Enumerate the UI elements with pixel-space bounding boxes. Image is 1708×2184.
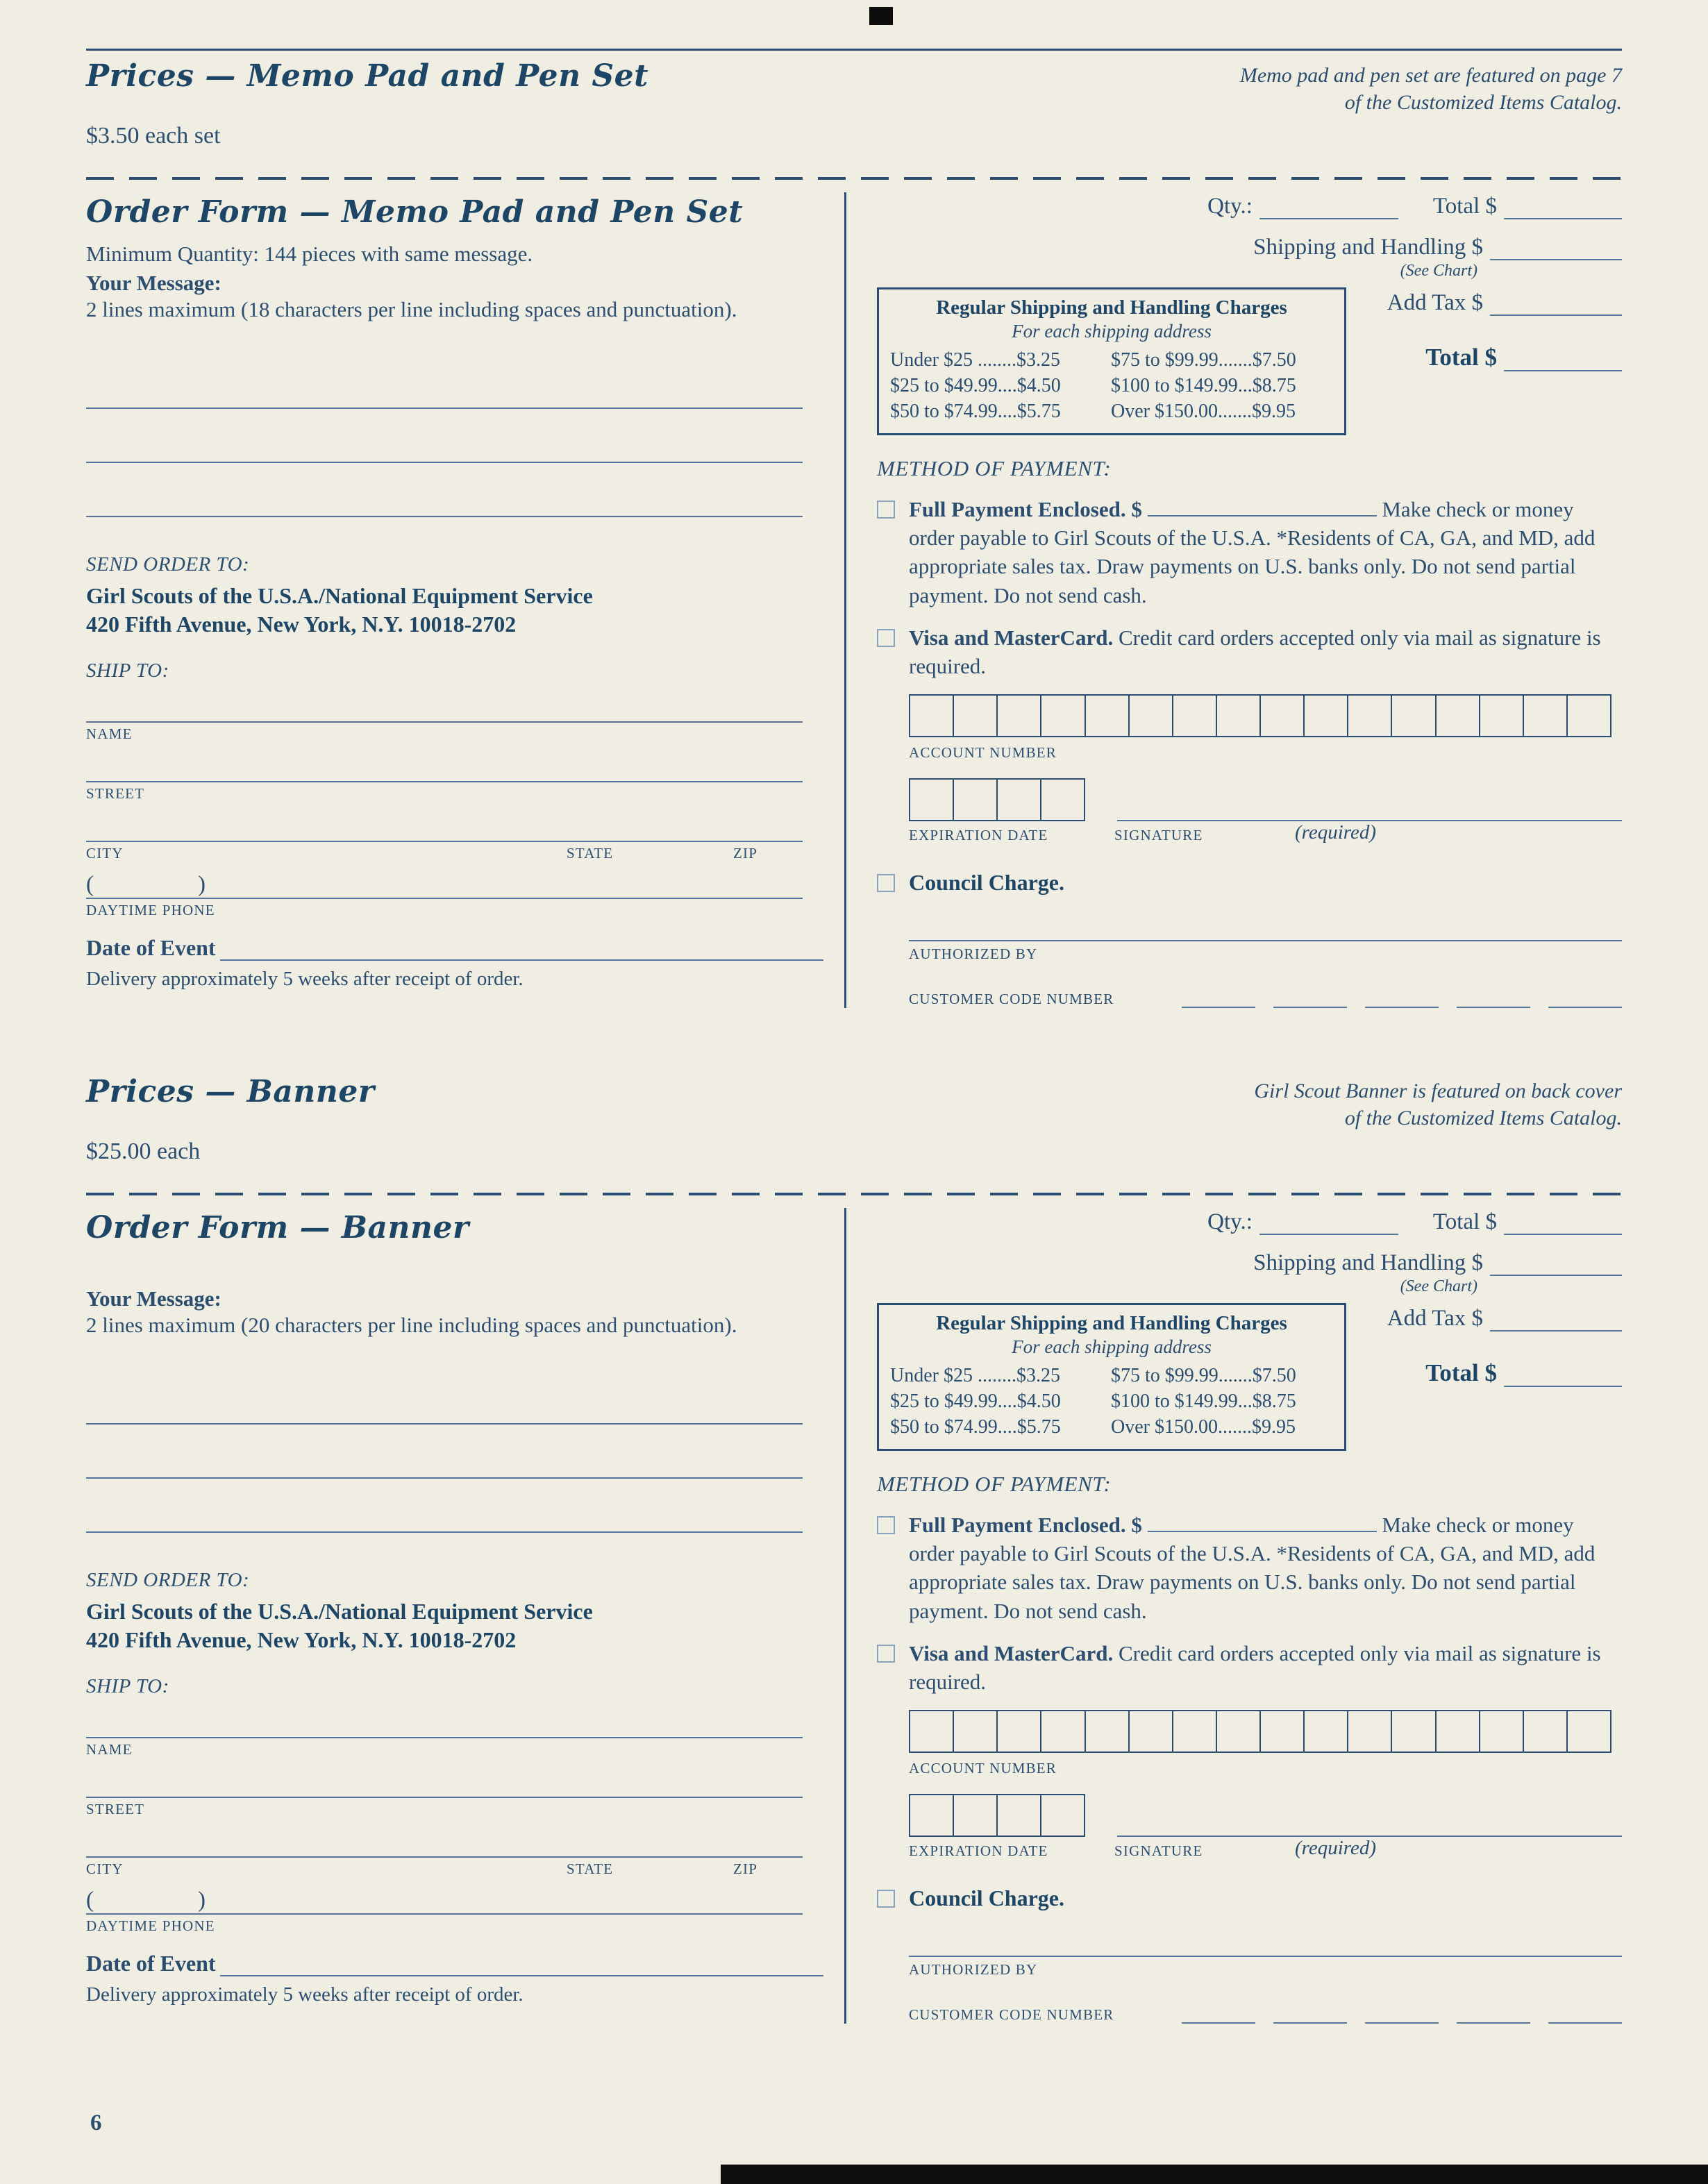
qty-input[interactable] [1259,1214,1398,1235]
featured-note-line1: Memo pad and pen set are featured on page 7 [1239,64,1622,87]
see-chart-note: (See Chart) [1400,1277,1477,1296]
customer-code-input[interactable] [1457,2017,1530,2024]
account-digit-cell[interactable] [1523,1711,1566,1752]
street-input[interactable] [86,742,803,782]
customer-code-input[interactable] [1182,1001,1255,1008]
council-charge-checkbox[interactable] [877,874,895,892]
qty-input[interactable] [1259,199,1398,219]
message-line-2[interactable] [86,409,803,463]
customer-code-input[interactable] [1365,1001,1439,1008]
customer-code-number-label: CUSTOMER CODE NUMBER [909,991,1114,1008]
phone-paren-open: ( [86,1887,94,1913]
city-label: CITY [86,1860,124,1877]
account-digit-cell[interactable] [1523,696,1566,736]
signature-label: SIGNATURE [1114,827,1203,844]
shipping-chart [877,287,1346,435]
total-label: Total $ [1432,194,1497,219]
full-payment-amount-input[interactable] [1148,498,1377,516]
account-digit-cell[interactable] [1566,1711,1610,1752]
customer-code-input[interactable] [1273,2017,1347,2024]
account-digit-cell[interactable] [1085,1711,1128,1752]
account-digit-cell[interactable] [1259,696,1303,736]
shipping-chart-row: $25 to $49.99....$4.50 $100 to $149.99...$8.75 [890,1391,1296,1413]
account-number-label: ACCOUNT NUMBER [909,1760,1057,1777]
expiration-digit-cell[interactable] [953,1795,996,1836]
name-label: NAME [86,1740,133,1758]
street-label: STREET [86,784,145,802]
recipient-line1: Girl Scouts of the U.S.A./National Equipment Service [86,1598,593,1624]
council-charge-checkbox[interactable] [877,1890,895,1908]
order-form-title: Order Form — Memo Pad and Pen Set [86,194,744,230]
top-rule [86,49,1622,51]
message-line-1[interactable] [86,1370,803,1425]
featured-note [1254,1075,1622,1132]
account-digit-cell[interactable] [996,696,1040,736]
ship-to-label: SHIP TO: [86,1674,169,1697]
date-of-event-input[interactable] [220,952,823,961]
shipping-chart-row: Under $25 ........$3.25 $75 to $99.99.......$7.50 [890,349,1296,371]
shipping-handling-label: Shipping and Handling $ [1253,1250,1483,1276]
shipping-chart-row: $50 to $74.99....$5.75 Over $150.00.......$9.95 [890,1416,1296,1438]
account-digit-cell[interactable] [1435,696,1479,736]
date-of-event-label: Date of Event [86,1950,216,1976]
daytime-phone-input[interactable] [86,1877,803,1915]
account-digit-cell[interactable] [1128,696,1172,736]
daytime-phone-input[interactable] [86,862,803,899]
visa-mastercard-checkbox[interactable] [877,1645,895,1663]
memo-pad-section [86,49,1622,1008]
account-digit-cell[interactable] [996,1711,1040,1752]
method-of-payment-label: METHOD OF PAYMENT: [877,455,1112,480]
featured-note [1240,59,1622,116]
message-line-1[interactable] [86,355,803,409]
qty-label: Qty.: [1207,1209,1253,1235]
city-state-zip-input[interactable] [86,1817,803,1858]
account-digit-cell[interactable] [1391,696,1434,736]
daytime-phone-label: DAYTIME PHONE [86,901,215,918]
account-digit-cell[interactable] [1172,1711,1216,1752]
message-instructions: 2 lines maximum (20 characters per line including spaces and punctuation). [86,1312,737,1337]
authorized-by-input[interactable] [909,916,1622,941]
customer-code-input[interactable] [1365,2017,1439,2024]
shipping-handling-label: Shipping and Handling $ [1253,235,1483,260]
price: $25.00 each [86,1139,201,1165]
grand-total-label: Total $ [1425,1359,1497,1387]
city-label: CITY [86,844,124,862]
date-of-event-label: Date of Event [86,934,216,960]
date-of-event-input[interactable] [220,1968,823,1976]
full-payment-text: Full Payment Enclosed. $ Make check or money order payable to Girl Scouts of the U.S.A. *Residents of CA, GA, and MD, add appropriate sales tax. Draw payments on U.S. banks only. Do not send partial payment. Do not send cash. [909,496,1596,607]
ship-to-label: SHIP TO: [86,659,169,682]
prices-title: Prices — Banner [86,1074,375,1110]
recipient-line2: 420 Fifth Avenue, New York, N.Y. 10018-2702 [86,611,517,637]
authorized-by-label: AUTHORIZED BY [909,946,1038,963]
recipient-line2: 420 Fifth Avenue, New York, N.Y. 10018-2702 [86,1627,517,1652]
recipient-address [86,1597,823,1654]
full-payment-checkbox[interactable] [877,1516,895,1534]
account-digit-cell[interactable] [1172,696,1216,736]
your-message-label: Your Message: [86,1286,221,1311]
delivery-note: Delivery approximately 5 weeks after receipt of order. [86,967,524,990]
add-tax-label: Add Tax $ [1387,1306,1483,1332]
shipping-chart-subtitle: For each shipping address [1012,1336,1212,1358]
customer-code-input[interactable] [1548,1001,1622,1008]
recipient-address [86,582,823,639]
daytime-phone-label: DAYTIME PHONE [86,1917,215,1934]
add-tax-label: Add Tax $ [1387,290,1483,315]
shipping-handling-input[interactable] [1490,1255,1622,1276]
street-input[interactable] [86,1758,803,1798]
shipping-chart-row: Under $25 ........$3.25 $75 to $99.99.......$7.50 [890,1365,1296,1387]
delivery-note: Delivery approximately 5 weeks after receipt of order. [86,1983,524,2006]
expiration-digit-cell[interactable] [1040,1795,1084,1836]
account-digit-cell[interactable] [1303,1711,1347,1752]
minimum-quantity-note [86,1257,823,1286]
account-digit-cell[interactable] [1347,696,1391,736]
total-label: Total $ [1432,1209,1497,1235]
account-digit-cell[interactable] [1216,696,1259,736]
add-tax-input[interactable] [1490,295,1622,316]
shipping-chart [877,1303,1346,1451]
required-note: (required) [1295,1837,1377,1860]
shipping-handling-input[interactable] [1490,240,1622,260]
message-line-2[interactable] [86,1425,803,1479]
name-input[interactable] [86,1698,803,1738]
price: $3.50 each set [86,123,221,149]
account-digit-cell[interactable] [1347,1711,1391,1752]
add-tax-input[interactable] [1490,1311,1622,1332]
page-number: 6 [90,2110,102,2135]
account-digit-cell[interactable] [1216,1711,1259,1752]
account-digit-cell[interactable] [1303,696,1347,736]
expiration-date-grid[interactable] [909,1794,1085,1837]
name-label: NAME [86,725,133,742]
shipping-chart-subtitle: For each shipping address [1012,321,1212,342]
message-line-3[interactable] [86,463,803,517]
total-input[interactable] [1504,1214,1622,1235]
state-label: STATE [567,844,614,862]
required-note: (required) [1295,821,1377,844]
scan-artifact-top [869,7,893,25]
account-digit-cell[interactable] [910,1711,953,1752]
customer-code-input[interactable] [1548,2017,1622,2024]
expiration-digit-cell[interactable] [996,1795,1040,1836]
featured-note-line1: Girl Scout Banner is featured on back cover [1254,1080,1622,1103]
message-line-3[interactable] [86,1479,803,1533]
signature-label: SIGNATURE [1114,1842,1203,1860]
message-instructions: 2 lines maximum (18 characters per line including spaces and punctuation). [86,296,737,321]
account-digit-cell[interactable] [1391,1711,1434,1752]
visa-mastercard-checkbox[interactable] [877,629,895,647]
full-payment-text: Full Payment Enclosed. $ Make check or money order payable to Girl Scouts of the U.S.A. *Residents of CA, GA, and MD, add appropriate sales tax. Draw payments on U.S. banks only. Do not send partial payment. Do not send cash. [909,1513,1596,1623]
prices-title: Prices — Memo Pad and Pen Set [86,58,648,94]
account-digit-cell[interactable] [1259,1711,1303,1752]
grand-total-input[interactable] [1504,1366,1622,1387]
account-digit-cell[interactable] [953,696,996,736]
dashed-divider [86,177,1622,180]
council-charge-label: Council Charge. [909,1885,1064,1911]
account-digit-cell[interactable] [1085,696,1128,736]
account-digit-cell[interactable] [910,696,953,736]
account-digit-cell[interactable] [1435,1711,1479,1752]
see-chart-note: (See Chart) [1400,262,1477,280]
account-digit-cell[interactable] [1040,696,1084,736]
shipping-chart-row: $25 to $49.99....$4.50 $100 to $149.99...$8.75 [890,374,1296,396]
name-input[interactable] [86,682,803,723]
total-input[interactable] [1504,199,1622,219]
expiration-digit-cell[interactable] [910,780,953,820]
account-number-grid[interactable] [909,694,1611,737]
account-digit-cell[interactable] [1479,696,1523,736]
account-digit-cell[interactable] [1040,1711,1084,1752]
account-digit-cell[interactable] [953,1711,996,1752]
phone-paren-close: ) [198,1887,206,1913]
shipping-chart-title: Regular Shipping and Handling Charges [936,296,1287,319]
shipping-chart-title: Regular Shipping and Handling Charges [936,1312,1287,1335]
expiration-digit-cell[interactable] [910,1795,953,1836]
signature-input[interactable] [1117,813,1622,821]
phone-paren-open: ( [86,871,94,897]
account-number-grid[interactable] [909,1710,1611,1753]
order-form-title: Order Form — Banner [86,1210,469,1246]
city-state-zip-input[interactable] [86,802,803,842]
customer-code-input[interactable] [1457,1001,1530,1008]
grand-total-label: Total $ [1425,344,1497,371]
visa-mastercard-text: Visa and MasterCard. Credit card orders accepted only via mail as signature is required. [909,625,1601,678]
customer-code-number-label: CUSTOMER CODE NUMBER [909,2006,1114,2024]
featured-note-line2: of the Customized Items Catalog. [1344,91,1622,114]
your-message-label: Your Message: [86,270,221,295]
send-order-to-label: SEND ORDER TO: [86,553,250,576]
minimum-quantity-note: Minimum Quantity: 144 pieces with same message. [86,241,533,266]
account-number-label: ACCOUNT NUMBER [909,744,1057,762]
grand-total-input[interactable] [1504,351,1622,371]
expiration-date-label: EXPIRATION DATE [909,1842,1048,1860]
scan-artifact-bottom [721,2165,1708,2184]
signature-input[interactable] [1117,1829,1622,1837]
zip-label: ZIP [733,1860,758,1877]
state-label: STATE [567,1860,614,1877]
authorized-by-input[interactable] [909,1932,1622,1957]
expiration-date-grid[interactable] [909,778,1085,821]
dashed-divider [86,1193,1622,1195]
street-label: STREET [86,1800,145,1817]
send-order-to-label: SEND ORDER TO: [86,1568,250,1591]
expiration-digit-cell[interactable] [996,780,1040,820]
full-payment-amount-input[interactable] [1148,1514,1377,1532]
visa-mastercard-text: Visa and MasterCard. Credit card orders accepted only via mail as signature is required. [909,1640,1601,1695]
account-digit-cell[interactable] [1128,1711,1172,1752]
shipping-chart-row: $50 to $74.99....$5.75 Over $150.00.......$9.95 [890,400,1296,422]
phone-paren-close: ) [198,871,206,897]
featured-note-line2: of the Customized Items Catalog. [1344,1107,1622,1130]
account-digit-cell[interactable] [1479,1711,1523,1752]
expiration-digit-cell[interactable] [1040,780,1084,820]
recipient-line1: Girl Scouts of the U.S.A./National Equipment Service [86,582,593,608]
expiration-date-label: EXPIRATION DATE [909,827,1048,844]
customer-code-input[interactable] [1182,2017,1255,2024]
full-payment-checkbox[interactable] [877,501,895,519]
banner-section [86,1075,1622,2024]
zip-label: ZIP [733,844,758,862]
council-charge-label: Council Charge. [909,870,1064,896]
customer-code-input[interactable] [1273,1001,1347,1008]
account-digit-cell[interactable] [1566,696,1610,736]
qty-label: Qty.: [1207,194,1253,219]
expiration-digit-cell[interactable] [953,780,996,820]
authorized-by-label: AUTHORIZED BY [909,1961,1038,1979]
method-of-payment-label: METHOD OF PAYMENT: [877,1472,1112,1497]
